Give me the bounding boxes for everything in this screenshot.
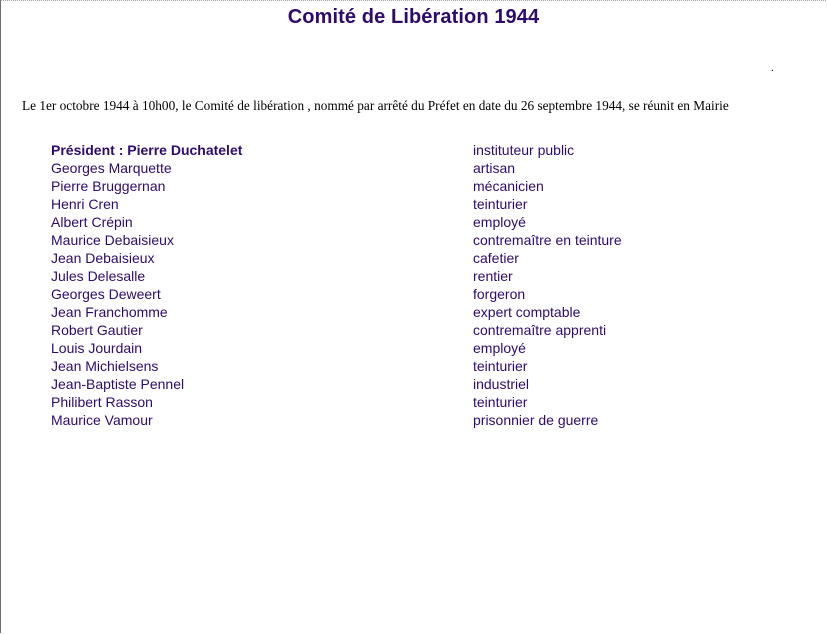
table-row	[51, 285, 651, 303]
member-name: Georges Marquette	[51, 160, 172, 176]
member-name: Jean Franchomme	[51, 304, 168, 320]
table-row	[51, 393, 651, 411]
member-name: Pierre Bruggernan	[51, 178, 166, 194]
member-name: Jean Michielsens	[51, 358, 159, 374]
intro-paragraph: Le 1er octobre 1944 à 10h00, le Comité de libération , nommé par arrêté du Préfet en date du 26 septembre 1944, se réunit en Mairie	[22, 98, 729, 113]
member-occupation: teinturier	[473, 358, 528, 374]
member-name: Maurice Vamour	[51, 412, 153, 428]
stray-mark: .	[771, 62, 774, 74]
table-row-president	[51, 141, 651, 159]
member-occupation: cafetier	[473, 250, 519, 266]
member-name: Philibert Rasson	[51, 394, 153, 410]
member-occupation: industriel	[473, 376, 530, 392]
member-name: Georges Deweert	[51, 286, 161, 302]
table-row	[51, 213, 651, 231]
table-row	[51, 231, 651, 249]
table-row	[51, 339, 651, 357]
members-table	[51, 141, 651, 429]
member-name: Jean-Baptiste Pennel	[51, 376, 185, 392]
member-occupation: employé	[473, 340, 526, 356]
member-occupation: prisonnier de guerre	[473, 412, 599, 428]
member-occupation: rentier	[473, 268, 513, 284]
member-occupation: teinturier	[473, 196, 528, 212]
member-name: Louis Jourdain	[51, 340, 143, 356]
table-row	[51, 267, 651, 285]
member-occupation: contremaître en teinture	[473, 232, 622, 248]
member-occupation: artisan	[473, 160, 516, 176]
members-table-body	[51, 141, 651, 429]
member-name: Jean Debaisieux	[51, 250, 155, 266]
member-occupation: contremaître apprenti	[473, 322, 607, 338]
member-name: Robert Gautier	[51, 322, 143, 338]
member-name: Maurice Debaisieux	[51, 232, 174, 248]
table-row	[51, 321, 651, 339]
member-occupation: instituteur public	[473, 142, 575, 158]
member-occupation: mécanicien	[473, 178, 544, 194]
member-occupation: forgeron	[473, 286, 526, 302]
table-row	[51, 303, 651, 321]
member-occupation: expert comptable	[473, 304, 581, 320]
member-name: Président : Pierre Duchatelet	[51, 142, 243, 158]
table-row	[51, 159, 651, 177]
member-name: Henri Cren	[51, 196, 119, 212]
table-row	[51, 411, 651, 429]
table-row	[51, 375, 651, 393]
member-name: Albert Crépin	[51, 214, 133, 230]
table-row	[51, 357, 651, 375]
member-name: Jules Delesalle	[51, 268, 146, 284]
member-occupation: teinturier	[473, 394, 528, 410]
table-row	[51, 249, 651, 267]
table-row	[51, 195, 651, 213]
page-title: Comité de Libération 1944	[287, 6, 540, 28]
member-occupation: employé	[473, 214, 526, 230]
table-row	[51, 177, 651, 195]
